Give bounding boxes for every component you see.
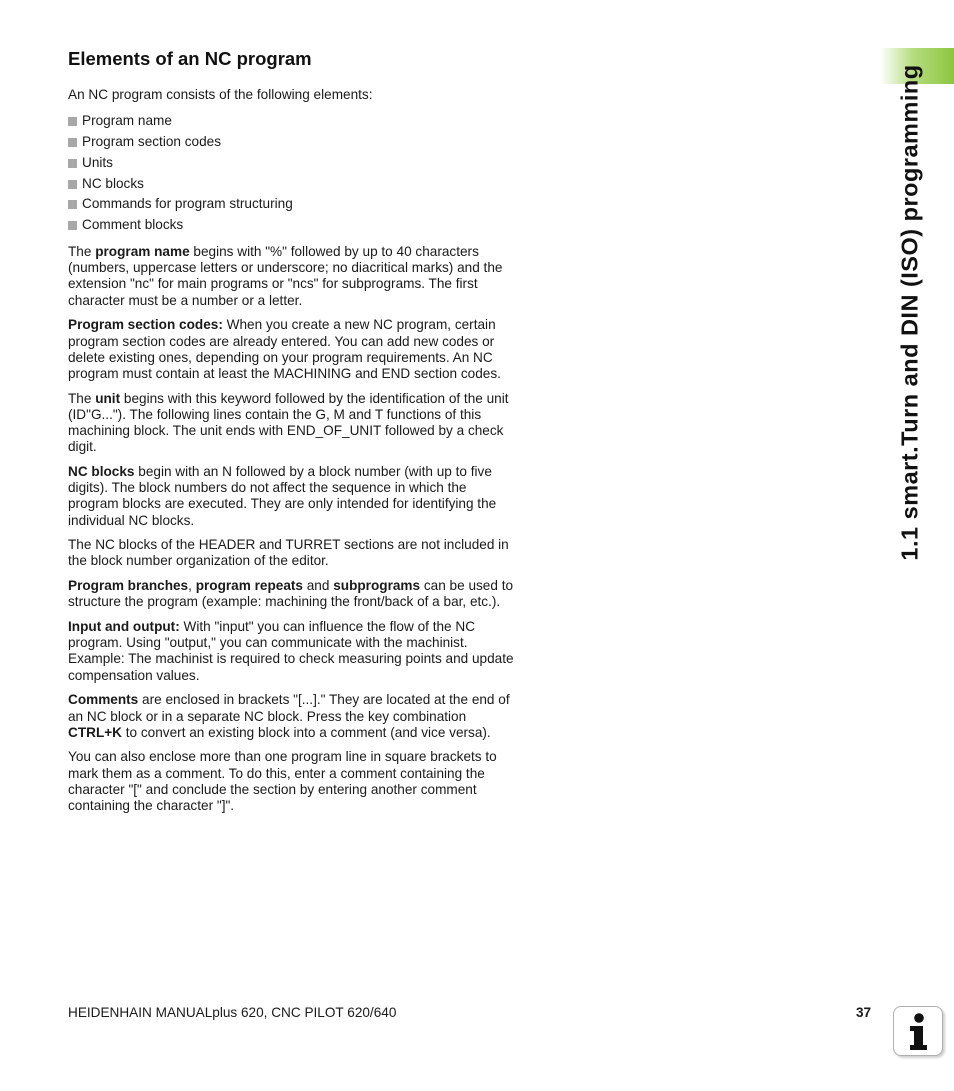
list-item: Comment blocks xyxy=(68,215,516,236)
header-turret-paragraph: The NC blocks of the HEADER and TURRET sections are not included in the block number organization of the editor. xyxy=(68,537,509,569)
unit-paragraph: The unit begins with this keyword followed by the identification of the unit (ID"G..."). The following lines contain the G, M and T functions of this machining block. The unit ends with END_OF_UNIT followed by a check digit. xyxy=(68,390,509,455)
enclose-paragraph: You can also enclose more than one program line in square brackets to mark them as a comment. To do this, enter a comment containing the character "[" and conclude the section by entering another comment containing the character "]". xyxy=(68,749,497,814)
comments-paragraph: Comments are enclosed in brackets "[...]." They are located at the end of an NC block or in a separate NC block. Press the key combination CTRL+K to convert an existing block into a comment (and vice versa). xyxy=(68,692,510,740)
list-item: Commands for program structuring xyxy=(68,194,516,215)
square-bullet-icon xyxy=(68,138,77,147)
info-icon xyxy=(893,1006,943,1056)
branches-paragraph: Program branches, program repeats and subprograms can be used to structure the program (example: machining the front/back of a bar, etc.). xyxy=(68,578,514,610)
list-item: Program name xyxy=(68,111,516,132)
program-name-paragraph: The program name begins with "%" followed by up to 40 characters (numbers, uppercase letters or underscore; no diacritical marks) and the extension "nc" for main programs or "ncs" for subprograms. The first character must be a number or a letter. xyxy=(68,243,503,308)
square-bullet-icon xyxy=(68,200,77,209)
section-codes-paragraph: Program section codes: When you create a new NC program, certain program section codes are already entered. You can add new codes or delete existing ones, depending on your program requirements. An NC program must contain at least the MACHINING and END section codes. xyxy=(68,317,501,381)
square-bullet-icon xyxy=(68,117,77,126)
square-bullet-icon xyxy=(68,180,77,189)
page-number: 37 xyxy=(856,1005,872,1020)
list-item: NC blocks xyxy=(68,174,516,195)
list-item: Program section codes xyxy=(68,132,516,153)
input-output-paragraph: Input and output: With "input" you can influence the flow of the NC program. Using "output," you can communicate with the machinist. Example: The machinist is required to check measuring points and update compensation values. xyxy=(68,619,514,683)
chapter-title-text: 1.1 smart.Turn and DIN (ISO) programming xyxy=(896,64,923,561)
square-bullet-icon xyxy=(68,221,77,230)
list-item: Units xyxy=(68,153,516,174)
footer-manual-title: HEIDENHAIN MANUALplus 620, CNC PILOT 620/640 xyxy=(68,1005,397,1020)
chapter-title xyxy=(865,40,954,585)
page-content xyxy=(68,48,516,823)
square-bullet-icon xyxy=(68,159,77,168)
section-heading: Elements of an NC program xyxy=(68,48,312,69)
intro-paragraph: An NC program consists of the following elements: xyxy=(68,87,373,102)
element-list xyxy=(68,111,516,236)
nc-blocks-paragraph: NC blocks begin with an N followed by a block number (with up to five digits). The block numbers do not affect the sequence in which the program blocks are executed. They are only intended for identifying the individual NC blocks. xyxy=(68,463,497,528)
